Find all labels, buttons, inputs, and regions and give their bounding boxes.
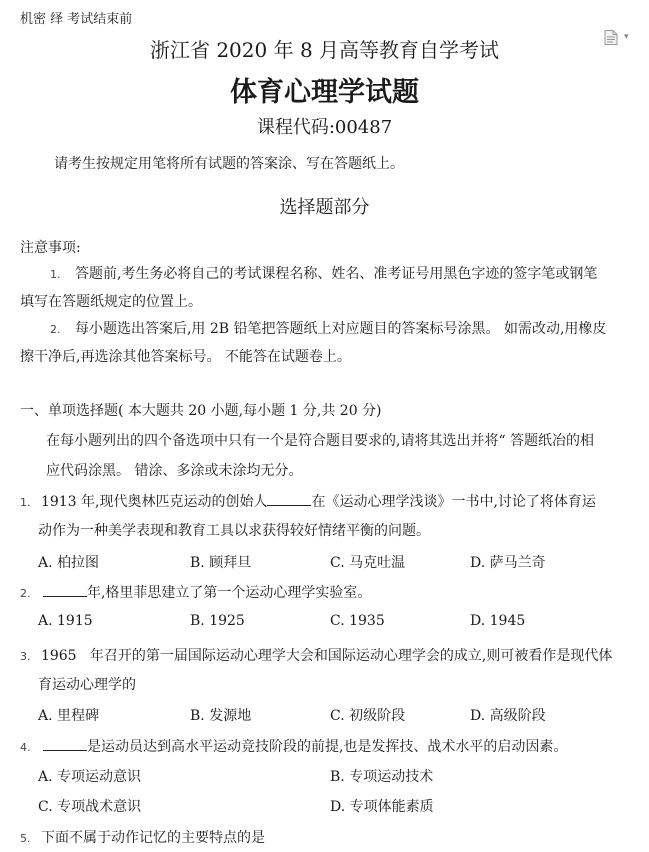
course-code: 课程代码:00487 <box>256 117 393 138</box>
question-number: 2. <box>20 587 31 600</box>
subject-title: 体育心理学试题 <box>230 77 419 108</box>
exam-title: 浙江省 2020 年 8 月高等教育自学考试 <box>149 38 500 62</box>
part-description: 在每小题列出的四个备选项中只有一个是符合题目要求的,请将其选出并将“ 答题纸冶的相 <box>46 433 595 449</box>
question-text: 年,格里菲思建立了第一个运动心理学实验室。 <box>86 585 372 601</box>
section-title: 选择题部分 <box>279 197 370 218</box>
question-text-cont: 动作为一种美学表现和教育工具以求获得较好情绪平衡的问题。 <box>38 523 430 539</box>
question-text: 下面不属于动作记忆的主要特点的是 <box>40 830 265 846</box>
question-1 <box>20 491 596 511</box>
option-b: B. 专项运动技术 <box>330 769 434 785</box>
option-c: C. 初级阶段 <box>330 708 406 724</box>
option-b: B. 发源地 <box>190 708 252 724</box>
question-5 <box>20 827 265 847</box>
answer-blank <box>43 584 87 597</box>
option-a: A. 1915 <box>38 613 93 629</box>
option-c: C. 专项战术意识 <box>38 799 142 815</box>
option-c: C. 马克吐温 <box>330 555 406 571</box>
notice-text: 答题前,考生务必将自己的考试课程名称、姓名、准考证号用黑色字迹的签字笔或钢笔 <box>74 266 598 282</box>
notice-text-cont: 填写在答题纸规定的位置上。 <box>20 294 202 310</box>
part-heading: 一、单项选择题( 本大题共 20 小题,每小题 1 分,共 20 分) <box>20 403 382 419</box>
question-4 <box>20 736 567 756</box>
option-d: D. 专项体能素质 <box>330 799 434 815</box>
notice-item <box>50 318 606 338</box>
answer-blank <box>267 493 311 506</box>
question-number: 1. <box>20 496 31 509</box>
option-d: D. 萨马兰奇 <box>470 555 546 571</box>
part-description-cont: 应代码涂黑。 错涂、多涂或未涂均无分。 <box>46 463 303 479</box>
option-b: B. 1925 <box>190 613 245 629</box>
dropdown-caret-icon[interactable]: ▾ <box>624 32 629 42</box>
option-a: A. 里程碑 <box>38 708 100 724</box>
question-text: 1965 年召开的第一届国际运动心理学大会和国际运动心理学会的成立,则可被看作是现代体 <box>40 648 613 664</box>
option-c: C. 1935 <box>330 613 385 629</box>
instruction-text: 请考生按规定用笔将所有试题的答案涂、写在答题纸上。 <box>54 156 404 172</box>
notice-number: 1. <box>50 268 61 281</box>
confidential-mark: 机密 绎 考试结束前 <box>20 12 133 27</box>
option-d: D. 1945 <box>470 613 526 629</box>
question-2 <box>20 582 371 602</box>
question-text-tail: 在《运动心理学浅谈》一书中,讨论了将体育运 <box>311 494 596 510</box>
question-text: 是运动员达到高水平运动竞技阶段的前提,也是发挥技、战术水平的启动因素。 <box>86 739 568 755</box>
question-number: 3. <box>20 650 31 663</box>
option-a: A. 专项运动意识 <box>38 769 142 785</box>
option-a: A. 柏拉图 <box>38 555 100 571</box>
question-text: 1913 年,现代奥林匹克运动的创始人 <box>40 494 268 510</box>
option-b: B. 顾拜旦 <box>190 555 252 571</box>
question-number: 5. <box>20 832 31 845</box>
notice-text-cont: 擦干净后,再选涂其他答案标号。 不能答在试题卷上。 <box>20 349 351 365</box>
question-3 <box>20 645 612 665</box>
notice-item <box>50 263 597 283</box>
notice-heading: 注意事项: <box>20 240 81 256</box>
question-text-cont: 育运动心理学的 <box>38 677 136 693</box>
answer-blank <box>43 738 87 751</box>
notice-number: 2. <box>50 323 61 336</box>
option-d: D. 高级阶段 <box>470 708 546 724</box>
notice-text: 每小题选出答案后,用 2B 铅笔把答题纸上对应题目的答案标号涂黑。 如需改动,用橡皮 <box>74 321 607 337</box>
question-number: 4. <box>20 741 31 754</box>
